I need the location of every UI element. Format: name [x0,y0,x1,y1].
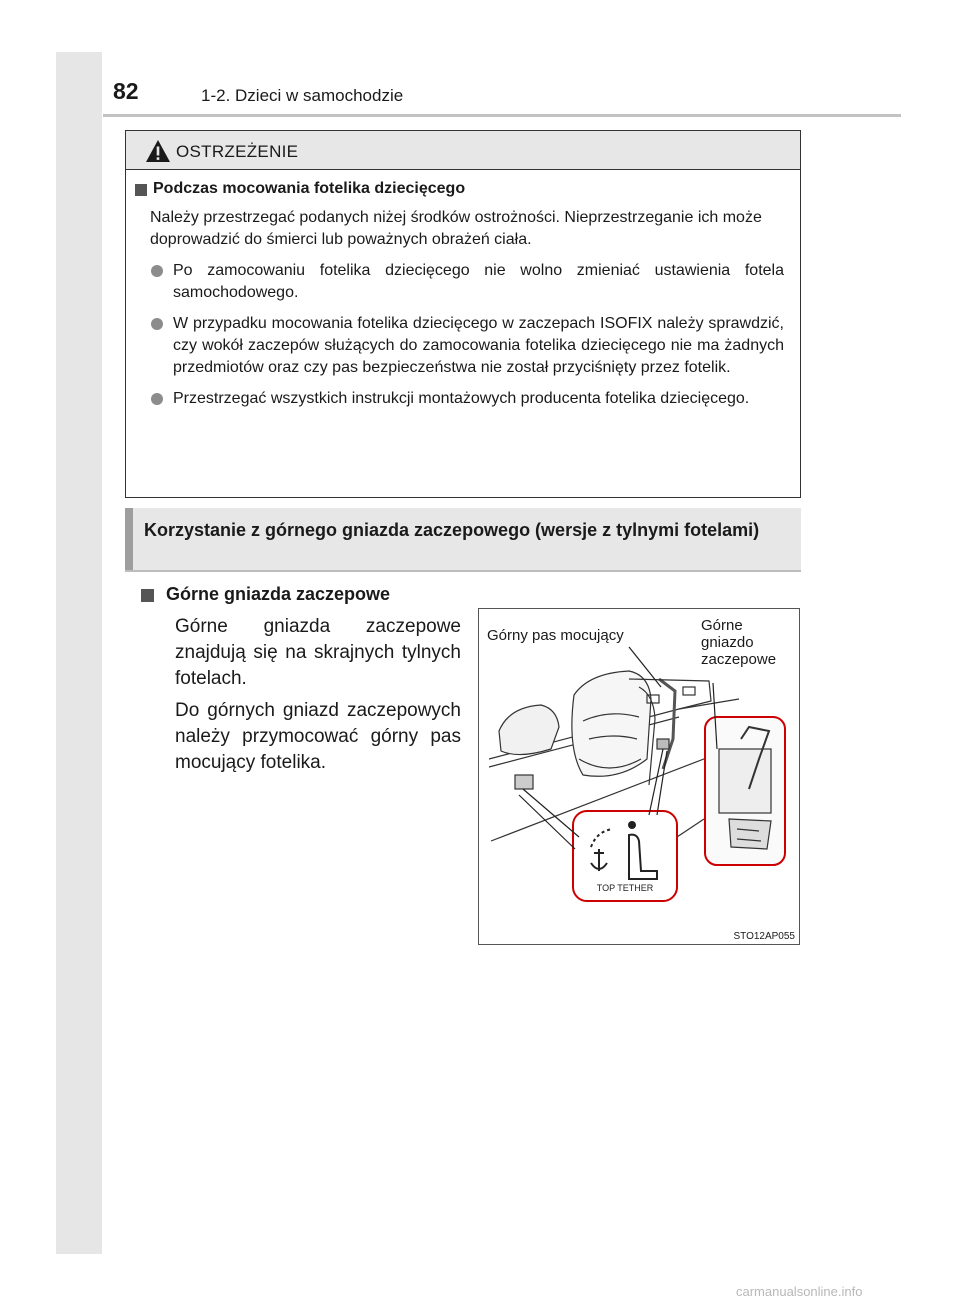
watermark: carmanualsonline.info [736,1284,863,1299]
section-title: Korzystanie z górnego gniazda zaczepowego (wersje z tylnymi fotelami) [144,520,760,540]
section-accent [125,508,133,570]
label-top-strap: Górny pas mocujący [487,627,624,644]
warning-bullet [135,313,784,379]
round-bullet-icon [151,393,163,405]
warning-body [126,170,800,410]
warning-box [125,130,801,498]
running-head: 1-2. Dzieci w samochodzie [201,86,404,105]
label-anchor-line: gniazdo [701,634,754,651]
warning-bullet-text: Po zamocowaniu fotelika dziecięcego nie wolno zmieniać ustawienia fotela samochodowego. [173,262,784,301]
round-bullet-icon [151,265,163,277]
warning-heading [135,178,784,200]
square-bullet-icon [141,589,154,602]
body-paragraph: Górne gniazda zaczepowe znajdują się na skrajnych tylnych fotelach. [175,616,461,689]
warning-triangle-icon [145,139,171,163]
warning-bullet [135,260,784,304]
label-anchor-line: zaczepowe [701,651,777,668]
page-number: 82 [113,78,139,104]
figure-code: STO12AP055 [733,931,795,942]
label-anchor-line: Górne [701,617,743,634]
subsection-heading [141,584,390,605]
round-bullet-icon [151,318,163,330]
warning-header [126,131,800,170]
header-rule [103,114,901,117]
warning-heading-text: Podczas mocowania fotelika dziecięcego [153,180,466,197]
subsection-heading-text: Górne gniazda zaczepowe [166,584,391,604]
warning-bullet-text: W przypadku mocowania fotelika dziecięcego w zaczepach ISOFIX należy sprawdzić, czy wokół zaczepów służących do zamocowania fotelika dziecięcego nie ma żadnych przedmiotów oraz czy pas bezpieczeństwa nie został przyciśnięty przez fotelik. [173,315,784,376]
left-margin-bar [56,52,102,1254]
section-band [125,508,801,572]
label-anchor [701,617,776,668]
warning-title: OSTRZEŻENIE [176,142,299,161]
warning-intro: Należy przestrzegać podanych niżej środków ostrożności. Nieprzestrzeganie ich może doprowadzić do śmierci lub poważnych obrażeń ciała. [150,209,762,248]
tether-label: TOP TETHER [596,883,654,893]
body-paragraph: Do górnych gniazd zaczepowych należy przymocować górny pas mocujący fotelika. [175,700,461,773]
square-bullet-icon [135,184,147,196]
anchor-illustration [478,608,800,945]
warning-bullet-text: Przestrzegać wszystkich instrukcji montażowych producenta fotelika dziecięcego. [173,390,750,407]
warning-bullet [135,388,784,410]
